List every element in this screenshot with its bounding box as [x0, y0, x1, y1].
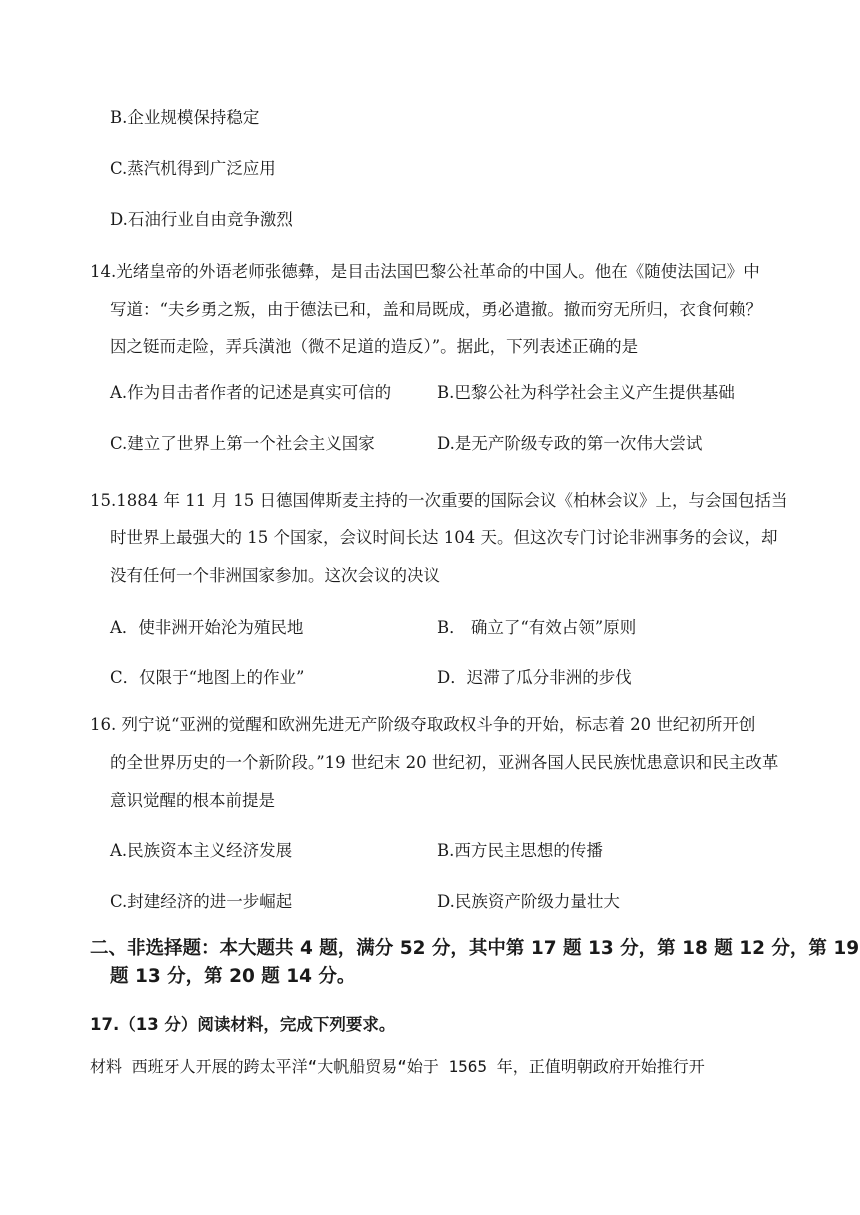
q13-option-d: D.石油行业自由竞争激烈 [110, 210, 293, 229]
q15-option-b: B． 确立了“有效占领”原则 [437, 618, 637, 637]
q16-option-d: D.民族资产阶级力量壮大 [437, 892, 620, 911]
q16-option-c: C.封建经济的进一步崛起 [110, 892, 293, 911]
q14-option-d: D.是无产阶级专政的第一次伟大尝试 [437, 434, 703, 453]
q14-stem-line1: 14.光绪皇帝的外语老师张德彝，是目击法国巴黎公社革命的中国人。他在《随使法国记》中 [90, 262, 760, 281]
section2-heading-line1: 二、非选择题：本大题共 4 题，满分 52 分，其中第 17 题 13 分，第 18 题 12 分，第 19 [90, 938, 860, 959]
q16-option-b: B.西方民主思想的传播 [437, 841, 603, 860]
q14-stem-line2: 写道：“夫乡勇之叛，由于德法已和，盖和局既成，勇必遣撤。撤而穷无所归，衣食何赖？ [110, 300, 762, 319]
q15-stem-line1: 15.1884 年 11 月 15 日德国俾斯麦主持的一次重要的国际会议《柏林会议》上，与会国包括当 [90, 491, 788, 510]
section2-heading-line2: 题 13 分，第 20 题 14 分。 [110, 966, 356, 987]
q15-option-c: C．仅限于“地图上的作业” [110, 668, 305, 687]
q16-stem-line1: 16. 列宁说“亚洲的觉醒和欧洲先进无产阶级夺取政权斗争的开始，标志着 20 世纪初所开创 [90, 715, 756, 734]
q15-option-a: A．使非洲开始沦为殖民地 [110, 618, 304, 637]
q14-option-c: C.建立了世界上第一个社会主义国家 [110, 434, 375, 453]
q17-title: 17.（13 分）阅读材料，完成下列要求。 [90, 1015, 396, 1034]
q15-option-d: D．迟滞了瓜分非洲的步伐 [437, 668, 632, 687]
q14-option-a: A.作为目击者作者的记述是真实可信的 [110, 383, 392, 402]
q16-option-a: A.民族资本主义经济发展 [110, 841, 293, 860]
q13-option-b: B.企业规模保持稳定 [110, 108, 260, 127]
q16-stem-line3: 意识觉醒的根本前提是 [110, 791, 275, 810]
q17-material-line1: 材料 西班牙人开展的跨太平洋“大帆船贸易“始于 1565 年，正值明朝政府开始推行开 [90, 1057, 705, 1076]
q15-stem-line2: 时世界上最强大的 15 个国家，会议时间长达 104 天。但这次专门讨论非洲事务的会议，却 [110, 528, 778, 547]
q13-option-c: C.蒸汽机得到广泛应用 [110, 159, 276, 178]
q14-option-b: B.巴黎公社为科学社会主义产生提供基础 [437, 383, 735, 402]
q16-stem-line2: 的全世界历史的一个新阶段。”19 世纪末 20 世纪初，亚洲各国人民民族忧患意识和民主改革 [110, 753, 779, 772]
q15-stem-line3: 没有任何一个非洲国家参加。这次会议的决议 [110, 566, 440, 585]
q14-stem-line3: 因之铤而走险，弄兵潢池（微不足道的造反）”。据此，下列表述正确的是 [110, 337, 639, 356]
